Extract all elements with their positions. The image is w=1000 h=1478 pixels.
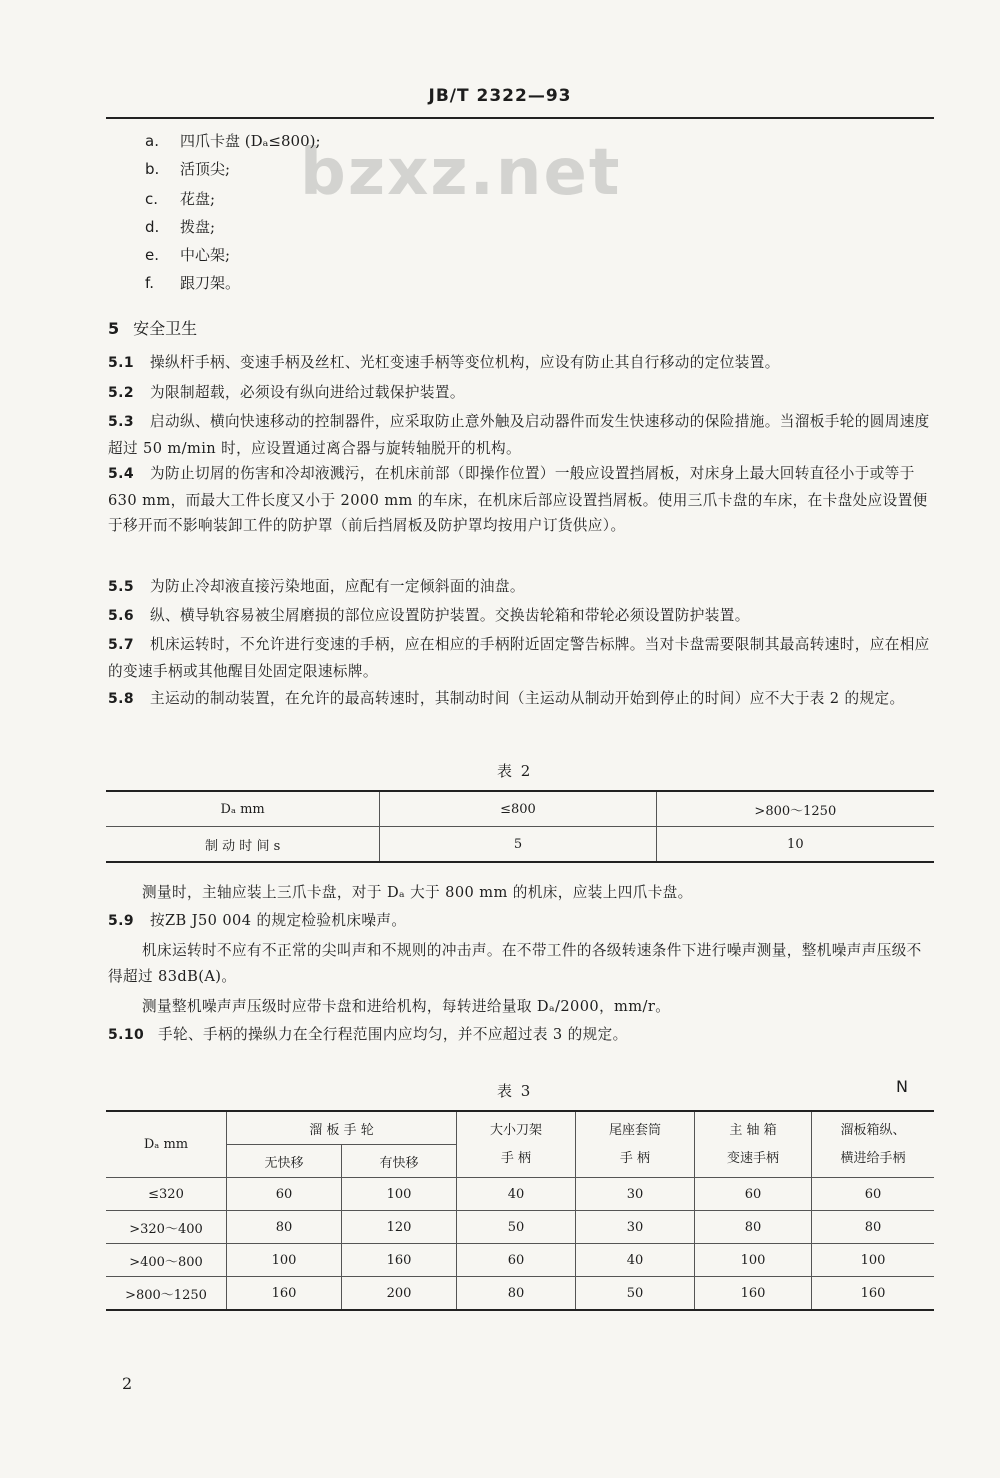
clause-number: 5.1 (108, 355, 135, 371)
page-number: 2 (122, 1374, 133, 1393)
watermark: bzxz.net (300, 136, 622, 210)
table-cell: 30 (576, 1211, 695, 1244)
header-cell (812, 1111, 935, 1178)
list-item (145, 245, 230, 265)
table-cell: 160 (812, 1277, 935, 1311)
header-cell: 溜 板 手 轮 (227, 1111, 457, 1145)
table-cell: 60 (457, 1244, 576, 1277)
table-cell: ≤320 (106, 1178, 227, 1211)
table-cell: ≤800 (380, 791, 656, 827)
paragraph: 测量时，主轴应装上三爪卡盘，对于 Dₐ 大于 800 mm 的机床，应装上四爪卡盘。 (142, 884, 693, 901)
table-2-caption: 表 2 (497, 762, 533, 780)
section-heading (108, 316, 197, 339)
header-line: 手 柄 (619, 1150, 651, 1166)
header-line: 变速手柄 (726, 1150, 779, 1166)
clause-text: 为限制超载，必须设有纵向进给过载保护装置。 (150, 384, 465, 401)
table-cell: 160 (342, 1244, 457, 1277)
section-title: 安全卫生 (133, 319, 198, 338)
list-marker: d. (145, 218, 160, 236)
table-cell: >400～800 (106, 1244, 227, 1277)
clause-5-6 (108, 603, 934, 630)
list-item (145, 273, 240, 293)
table-cell: 50 (576, 1277, 695, 1311)
header-cell: 有快移 (342, 1145, 457, 1178)
table-3 (106, 1110, 934, 1311)
clause-number: 5.4 (108, 466, 135, 482)
table-3-caption: 表 3 (497, 1082, 533, 1100)
header-cell: Dₐ mm (106, 1111, 227, 1178)
header-line: 手 柄 (500, 1150, 532, 1166)
clause-text: 手轮、手柄的操纵力在全行程范围内应均匀，并不应超过表 3 的规定。 (158, 1026, 628, 1043)
section-number: 5 (108, 319, 120, 338)
table-cell: >800～1250 (656, 791, 934, 827)
table-row (106, 1277, 934, 1311)
header-rule (106, 117, 934, 119)
clause-5-8 (108, 686, 934, 713)
clause-5-4 (108, 461, 934, 539)
table-cell: 100 (695, 1244, 812, 1277)
table-cell: 80 (812, 1211, 935, 1244)
table-cell: 80 (457, 1277, 576, 1311)
table-row (106, 1211, 934, 1244)
header-cell (695, 1111, 812, 1178)
table-header-row (106, 1111, 934, 1145)
table-cell: 50 (457, 1211, 576, 1244)
table-row (106, 827, 934, 863)
header-line: 尾座套筒 (608, 1122, 661, 1138)
clause-text: 操纵杆手柄、变速手柄及丝杠、光杠变速手柄等变位机构，应设有防止其自行移动的定位装置。 (150, 354, 780, 371)
paragraph: 机床运转时不应有不正常的尖叫声和不规则的冲击声。在不带工件的各级转速条件下进行噪声测量，整机噪声声压级不得超过 83dB(A)。 (108, 942, 922, 985)
clause-number: 5.7 (108, 637, 135, 653)
table-cell: 制 动 时 间 s (106, 827, 380, 863)
header-cell (576, 1111, 695, 1178)
header-line: 溜板箱纵、 (840, 1122, 906, 1138)
clause-text: 按ZB J50 004 的规定检验机床噪声。 (150, 912, 407, 929)
page-header: JB/T 2322—93 (428, 86, 572, 106)
list-item (145, 159, 230, 179)
list-text: 活顶尖; (180, 160, 231, 178)
clause-5-10 (108, 1022, 934, 1049)
table-cell: 100 (812, 1244, 935, 1277)
table-row (106, 1178, 934, 1211)
table-cell: 80 (227, 1211, 342, 1244)
clause-number: 5.9 (108, 913, 135, 929)
list-marker: b. (145, 160, 160, 178)
header-line: 横进给手柄 (840, 1150, 906, 1166)
table-cell: 100 (342, 1178, 457, 1211)
list-marker: c. (145, 190, 159, 208)
header-cell (457, 1111, 576, 1178)
header-line: 大小刀架 (489, 1122, 542, 1138)
table-cell: >800～1250 (106, 1277, 227, 1311)
clause-5-1 (108, 350, 934, 377)
clause-number: 5.2 (108, 385, 135, 401)
table-cell: 60 (695, 1178, 812, 1211)
table-row (106, 791, 934, 827)
clause-5-7 (108, 632, 934, 684)
table-cell: 160 (227, 1277, 342, 1311)
list-marker: f. (145, 274, 154, 292)
list-text: 拨盘; (180, 218, 216, 236)
list-text: 四爪卡盘 (Dₐ≤800); (180, 132, 321, 150)
clause-number: 5.6 (108, 608, 135, 624)
header-line: 主 轴 箱 (729, 1122, 777, 1138)
clause-5-2 (108, 380, 934, 407)
clause-text: 机床运转时，不允许进行变速的手柄，应在相应的手柄附近固定警告标牌。当对卡盘需要限制其最高转速时，应在相应的变速手柄或其他醒目处固定限速标牌。 (108, 636, 930, 680)
clause-text: 纵、横导轨容易被尘屑磨损的部位应设置防护装置。交换齿轮箱和带轮必须设置防护装置。 (150, 607, 750, 624)
table-cell: 40 (576, 1244, 695, 1277)
clause-number: 5.10 (108, 1027, 145, 1043)
table-cell: 40 (457, 1178, 576, 1211)
header-cell: 无快移 (227, 1145, 342, 1178)
clause-number: 5.3 (108, 414, 135, 430)
table-cell: 5 (380, 827, 656, 863)
table-cell: >320～400 (106, 1211, 227, 1244)
list-text: 跟刀架。 (180, 274, 241, 292)
clause-text: 为防止切屑的伤害和冷却液溅污，在机床前部（即操作位置）一般应设置挡屑板，对床身上最大回转直径小于或等于 630 mm，而最大工件长度又小于 2000 mm 的车床，在机床后部应设置挡屑板。使用三爪卡盘的车床，在卡盘处应设置便于移开而不影响装卸工件的防护罩（前后挡屑板及防护罩均按用户订货供应）。 (108, 465, 928, 534)
list-text: 花盘; (180, 190, 216, 208)
list-item (145, 131, 321, 151)
table-cell: 60 (812, 1178, 935, 1211)
table-cell: 100 (227, 1244, 342, 1277)
list-text: 中心架; (180, 246, 231, 264)
list-item (145, 189, 215, 209)
table-3-unit: N (896, 1077, 910, 1096)
clause-text: 主运动的制动装置，在允许的最高转速时，其制动时间（主运动从制动开始到停止的时间）应不大于表 2 的规定。 (150, 690, 905, 707)
table-cell: 60 (227, 1178, 342, 1211)
table-cell: 30 (576, 1178, 695, 1211)
table-cell: Dₐ mm (106, 791, 380, 827)
list-marker: a. (145, 132, 159, 150)
table-2 (106, 790, 934, 863)
table-cell: 200 (342, 1277, 457, 1311)
table-cell: 120 (342, 1211, 457, 1244)
clause-5-3 (108, 409, 934, 461)
list-marker: e. (145, 246, 159, 264)
clause-text: 启动纵、横向快速移动的控制器件，应采取防止意外触及启动器件而发生快速移动的保险措施。当溜板手轮的圆周速度超过 50 m/min 时，应设置通过离合器与旋转轴脱开的机构。 (108, 413, 930, 457)
table-cell: 10 (656, 827, 934, 863)
table-cell: 80 (695, 1211, 812, 1244)
table-cell: 160 (695, 1277, 812, 1311)
table-row (106, 1244, 934, 1277)
paragraph: 测量整机噪声声压级时应带卡盘和进给机构，每转进给量取 Dₐ/2000，mm/r。 (142, 998, 671, 1015)
clause-5-5 (108, 574, 934, 601)
clause-number: 5.5 (108, 579, 135, 595)
list-item (145, 217, 215, 237)
clause-5-9 (108, 908, 934, 935)
clause-text: 为防止冷却液直接污染地面，应配有一定倾斜面的油盘。 (150, 578, 525, 595)
clause-number: 5.8 (108, 691, 135, 707)
